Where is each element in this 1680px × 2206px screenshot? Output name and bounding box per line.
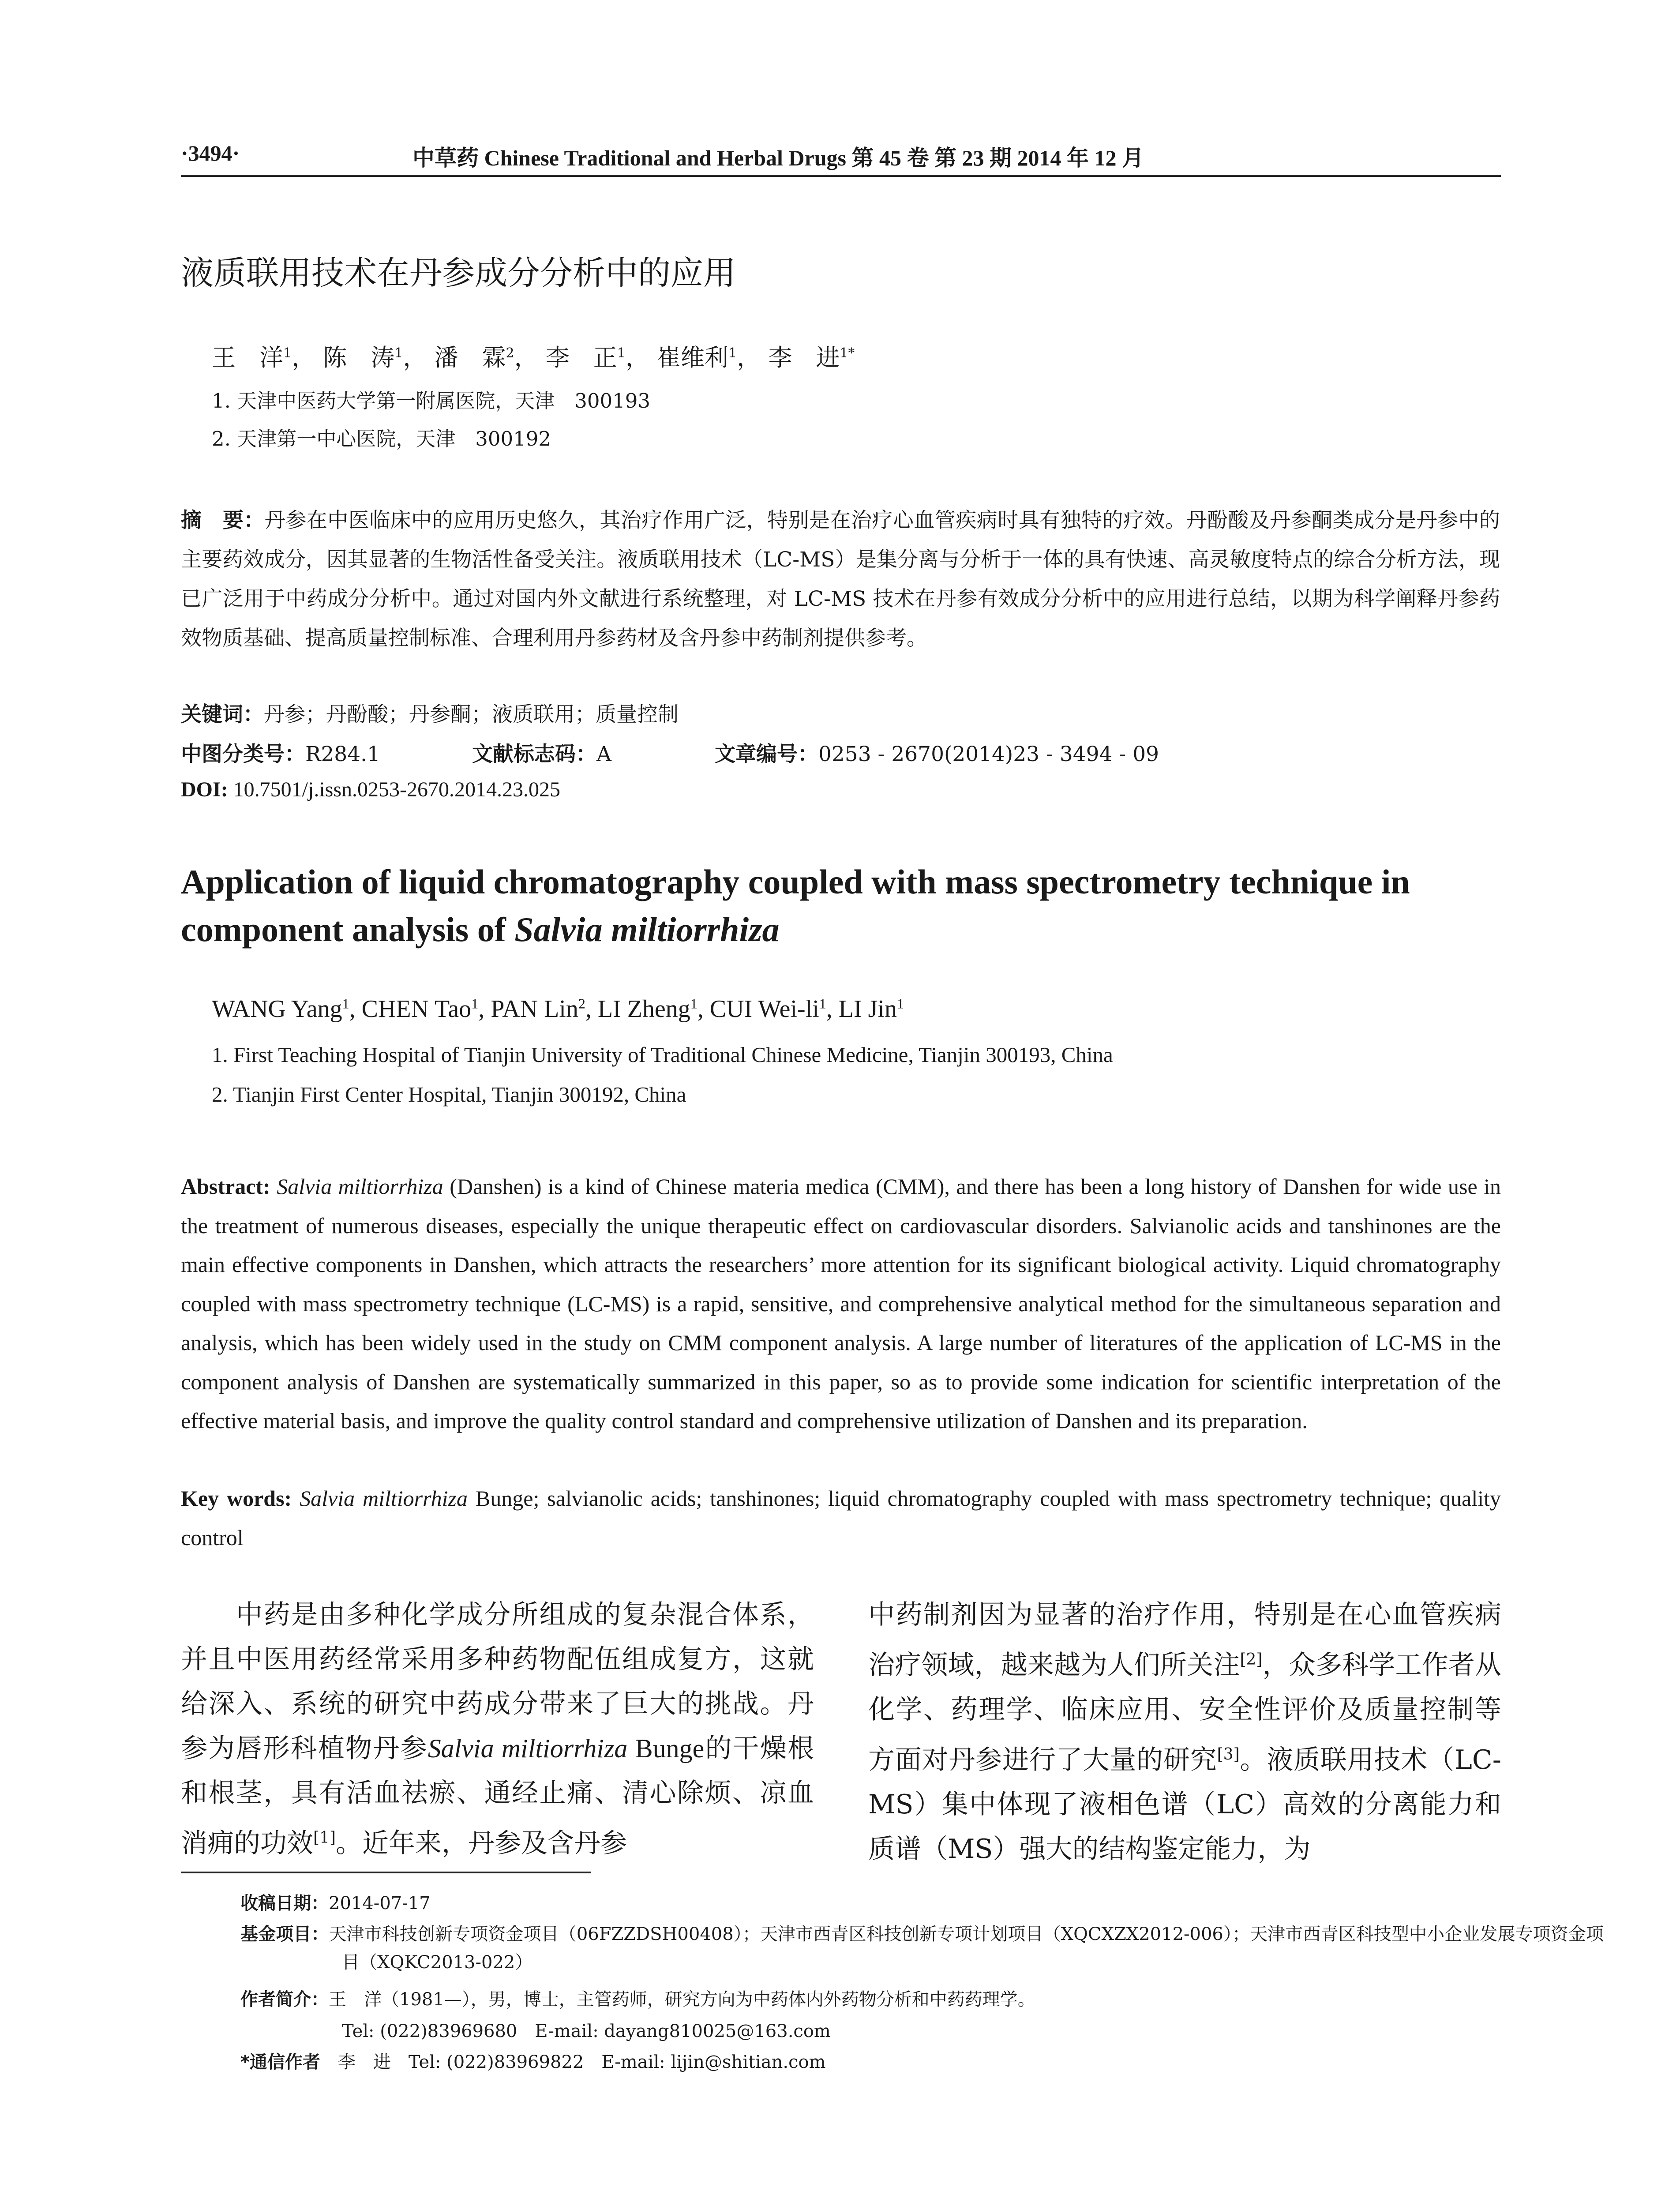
author-name: CHEN Tao (361, 995, 472, 1023)
chinese-affiliation-2: 2. 天津第一中心医院，天津 300192 (212, 427, 551, 450)
author-name: WANG Yang (212, 995, 342, 1023)
author-name: 潘 霖 (434, 344, 506, 371)
corresponding-label: *通信作者 (240, 2052, 320, 2072)
classification-line (181, 738, 1159, 767)
body-text: Bunge (627, 1734, 705, 1763)
doi-value[interactable]: 10.7501/j.issn.0253-2670.2014.23.025 (233, 778, 561, 801)
author-affil-mark: 1 (896, 995, 904, 1012)
corresponding-value: 李 进 Tel: (022)83969822 E-mail: lijin@shitian.com (338, 2052, 826, 2072)
author-name: LI Jin (838, 995, 897, 1023)
author-affil-mark: 1 (617, 345, 626, 361)
clc-label: 中图分类号： (181, 742, 305, 766)
body-text: 中药制剂因为显著的治疗作用，特别是在心血管疾病治疗领域，越来越为人们所关注 (868, 1599, 1501, 1681)
author-affil-mark: 1 (342, 995, 349, 1012)
chinese-abstract (181, 501, 1500, 658)
author-affil-mark: 2 (578, 995, 585, 1012)
doc-code-field (472, 738, 611, 767)
citation-ref[interactable]: [1] (313, 1829, 336, 1847)
chinese-keywords-label: 关键词： (181, 702, 264, 727)
bio-label: 作者简介： (240, 1989, 329, 2010)
citation-ref[interactable]: [3] (1217, 1745, 1240, 1763)
english-abstract-species: Salvia miltiorrhiza (277, 1174, 443, 1199)
author-affil-mark: 1 (471, 995, 479, 1012)
author-name: 崔维利 (657, 344, 729, 371)
author-affil-mark: 1 (283, 345, 292, 361)
author-name: 李 正 (545, 344, 617, 371)
received-value: 2014-07-17 (329, 1893, 431, 1913)
chinese-affiliation-1: 1. 天津中医药大学第一附属医院，天津 300193 (212, 389, 651, 413)
journal-line: 中草药 Chinese Traditional and Herbal Drugs 第 45 卷 第 23 期 2014 年 12 月 (412, 146, 1144, 170)
english-abstract (181, 1167, 1501, 1441)
doc-code-label: 文献标志码： (472, 742, 596, 766)
author-affil-mark: 1* (840, 345, 855, 361)
body-species-name: Salvia miltiorrhiza (428, 1734, 628, 1763)
author-affil-mark: 1 (819, 995, 826, 1012)
body-column-left (181, 1593, 814, 1866)
received-date (240, 1889, 431, 1917)
author-name: 陈 涛 (323, 344, 395, 371)
english-title-main: Application of liquid chromatography coupled with mass spectrometry technique in component analysis of (181, 863, 1410, 949)
body-text: 。近年来，丹参及含丹参 (336, 1828, 627, 1859)
english-affiliation-2: 2. Tianjin First Center Hospital, Tianjin 300192, China (212, 1082, 686, 1107)
page-number: ·3494· (181, 141, 240, 165)
english-keywords (181, 1479, 1501, 1557)
clc-value: R284.1 (305, 742, 380, 766)
chinese-title: 液质联用技术在丹参成分分析中的应用 (181, 254, 736, 292)
fund-value: 天津市科技创新专项资金项目（06FZZDSH00408）；天津市西青区科技创新专项计划项目（XQCXZX2012-006）；天津市西青区科技型中小企业发展专项资金项目（XQKC2013-022） (329, 1924, 1604, 1973)
body-column-right (868, 1593, 1501, 1872)
author-affil-mark: 1 (394, 345, 403, 361)
author-name: LI Zheng (597, 995, 690, 1023)
author-contact: Tel: (022)83969680 E-mail: dayang810025@163.com (342, 2021, 831, 2041)
author-name: 李 进 (768, 344, 840, 371)
english-keywords-text: Bunge; salvianolic acids; tanshinones; liquid chromatography coupled with mass spectrometry technique; quality control (181, 1486, 1501, 1550)
author-name: PAN Lin (491, 995, 578, 1023)
clc-field (181, 742, 380, 766)
author-affil-mark: 1 (690, 995, 698, 1012)
english-keywords-species: Salvia miltiorrhiza (300, 1486, 468, 1511)
english-title (181, 858, 1504, 953)
doi-line (181, 777, 560, 802)
author-name: CUI Wei-li (709, 995, 819, 1023)
english-affiliation-1: 1. First Teaching Hospital of Tianjin University of Traditional Chinese Medicine, Tianjin 300193, China (212, 1043, 1113, 1067)
corresponding-author (240, 2048, 826, 2076)
author-name: 王 洋 (212, 344, 283, 371)
doc-code-value: A (596, 742, 611, 766)
article-number-label: 文章编号： (715, 742, 818, 766)
author-bio (240, 1985, 1035, 2014)
english-title-species: Salvia miltiorrhiza (514, 910, 780, 949)
chinese-keywords-text: 丹参；丹酚酸；丹参酮；液质联用；质量控制 (264, 702, 679, 727)
author-affil-mark: 1 (728, 345, 737, 361)
chinese-keywords (181, 698, 679, 728)
article-number-field (715, 738, 1159, 767)
english-authors: WANG Yang$^1$, CHEN Tao$^1$, PAN Lin$^2$, LI Zheng$^1$, CUI Wei-$li^1$, LI Jin$^1$ (212, 995, 904, 1023)
english-abstract-label: Abstract: (181, 1174, 270, 1199)
citation-ref[interactable]: [2] (1240, 1651, 1263, 1669)
chinese-abstract-text: 丹参在中医临床中的应用历史悠久，其治疗作用广泛，特别是在治疗心血管疾病时具有独特的疗效。丹酚酸及丹参酮类成分是丹参中的主要药效成分，因其显著的生物活性备受关注。液质联用技术（LC-MS）是集分离与分析于一体的具有快速、高灵敏度特点的综合分析方法，现已广泛用于中药成分分析中。通过对国内外文献进行系统整理，对 LC-MS 技术在丹参有效成分分析中的应用进行总结，以期为科学阐释丹参药效物质基础、提高质量控制标准、合理利用丹参药材及含丹参中药制剂提供参考。 (181, 508, 1500, 650)
chinese-abstract-label: 摘 要： (181, 508, 265, 533)
fund-projects (240, 1920, 1604, 1977)
received-label: 收稿日期： (240, 1893, 329, 1913)
footnote-rule (181, 1872, 591, 1873)
running-header (181, 140, 1504, 171)
header-rule (181, 175, 1501, 177)
english-keywords-label: Key words: (181, 1486, 292, 1511)
fund-label: 基金项目： (240, 1924, 329, 1944)
body-text: ，众多科学工作者从化学、药理学、临床应用、安全性评价及质量控制等方面对丹参进行了大量的研究 (868, 1650, 1502, 1775)
article-number-value: 0253 - 2670(2014)23 - 3494 - 09 (818, 742, 1159, 766)
author-affil-mark: 2 (506, 345, 514, 361)
body-text: 。液质联用技术（LC-MS）集中体现了液相色谱（LC）高效的分离能力和质谱（MS）强大的结构鉴定能力，为 (868, 1745, 1502, 1865)
body-text: 的干燥根和根茎，具有活血祛瘀、通经止痛、清心除烦、凉血消痈的功效 (181, 1733, 814, 1859)
doi-label: DOI: (181, 778, 228, 801)
body-text: 中药是由多种化学成分所组成的复杂混合体系，并且中医用药经常采用多种药物配伍组成复方，这就给深入、系统的研究中药成分带来了巨大的挑战。丹参为唇形科植物丹参 (181, 1599, 814, 1764)
bio-value: 王 洋（1981—），男，博士，主管药师，研究方向为中药体内外药物分析和中药药理学。 (329, 1989, 1035, 2010)
english-abstract-text: (Danshen) is a kind of Chinese materia medica (CMM), and there has been a long history of Danshen for wide use in the treatment of numerous diseases, especially the unique therapeutic effect on cardiovascular disorders. Salvianolic acids and tanshinones are the main effective components in Danshen, which attracts the researchers’ more attention for its significant biological activity. Liquid chromatography coupled with mass spectrometry technique (LC-MS) is a rapid, sensitive, and comprehensive analytical method for the simultaneous separation and analysis, which has been widely used in the study on CMM component analysis. A large number of literatures of the application of LC-MS in the component analysis of Danshen are systematically summarized in this paper, so as to provide some indication for scientific interpretation of the effective material basis, and improve the quality control standard and comprehensive utilization of Danshen and its preparation. (181, 1174, 1501, 1433)
chinese-authors: 王 洋$^1$， 陈 涛$^1$， 潘 霖$^2$， 李 正$^1$， 崔维利$^1$， 李 进$^{1*}$ (212, 344, 855, 371)
